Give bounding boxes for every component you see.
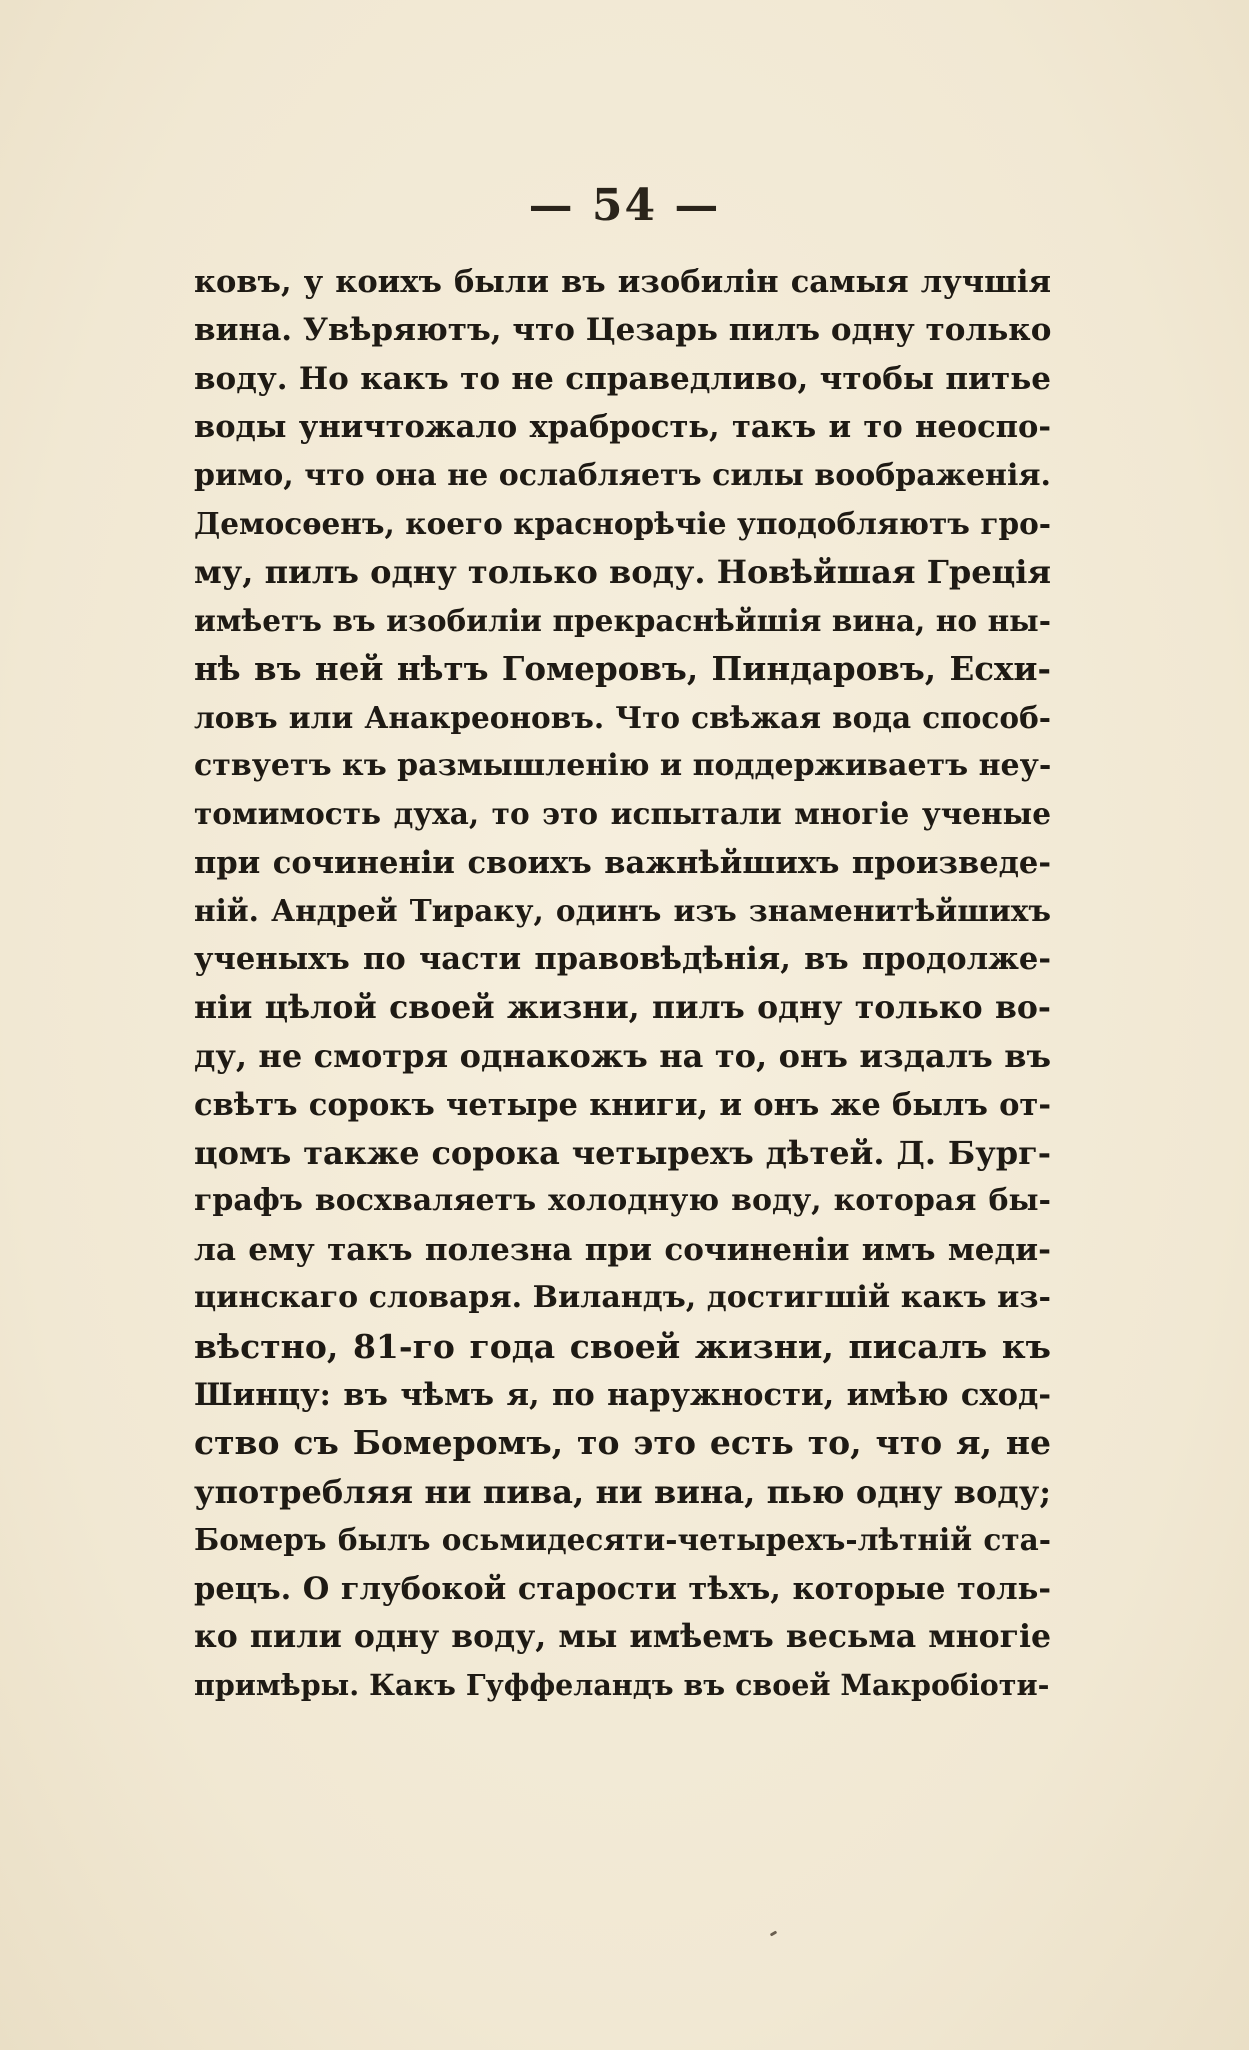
- text-line: цомъ также сорока четырехъ дѣтей. Д. Бург-: [194, 1134, 1051, 1173]
- text-line: ніи цѣлой своей жизни, пилъ одну только во-: [194, 988, 1051, 1026]
- text-line: при сочиненіи своихъ важнѣйшихъ произведе-: [194, 844, 1051, 881]
- text-line: употребляя ни пива, ни вина, пью одну воду;: [194, 1472, 1051, 1511]
- text-line: вѣстно, 81-го года своей жизни, писалъ къ: [194, 1326, 1051, 1366]
- text-line: ко пили одну воду, мы имѣемъ весьма многіе: [194, 1617, 1051, 1655]
- text-line: воды уничтожало храбрость, такъ и то неоспо-: [194, 409, 1051, 446]
- text-line: графъ восхваляетъ холодную воду, которая бы-: [194, 1183, 1051, 1219]
- text-line: Шинцу: въ чѣмъ я, по наружности, имѣю сход-: [194, 1376, 1051, 1413]
- text-line: воду. Но какъ то не справедливо, чтобы питье: [194, 360, 1051, 397]
- text-line: томимость духа, то это испытали многіе ученые: [194, 796, 1051, 832]
- text-line: ловъ или Анакреоновъ. Что свѣжая вода способ-: [194, 699, 1051, 735]
- text-line: свѣтъ сорокъ четыре книги, и онъ же былъ от-: [194, 1086, 1051, 1123]
- text-line: ство съ Бомеромъ, то это есть то, что я, не: [194, 1423, 1051, 1463]
- text-line: рецъ. О глубокой старости тѣхъ, которые толь-: [194, 1570, 1051, 1607]
- text-line: Бомеръ былъ осьмидесяти-четырехъ-лѣтній ста-: [194, 1522, 1051, 1558]
- text-line: вина. Увѣряютъ, что Цезарь пилъ одну только: [194, 312, 1051, 349]
- ink-speck: [770, 1930, 778, 1936]
- body-text: [194, 258, 1051, 1710]
- text-line: ученыхъ по части правовѣдѣнія, въ продолже-: [194, 941, 1051, 978]
- text-line: нѣ въ ней нѣтъ Гомеровъ, Пиндаровъ, Есхи-: [194, 649, 1051, 689]
- text-line: Демосѳенъ, коего краснорѣчіе уподобляютъ гро-: [194, 505, 1051, 541]
- text-line: имѣетъ въ изобиліи прекраснѣйшія вина, но ны-: [194, 602, 1051, 638]
- text-line: ній. Андрей Тираку, одинъ изъ знаменитѣйшихъ: [194, 893, 1051, 929]
- text-line: ла ему такъ полезна при сочиненіи имъ меди-: [194, 1231, 1051, 1268]
- text-line: ствуетъ къ размышленію и поддерживаетъ неу-: [194, 747, 1051, 783]
- text-line: римо, что она не ослабляетъ силы воображенія.: [194, 457, 1051, 493]
- text-line: примѣры. Какъ Гуффеландъ въ своей Макробіоти-: [194, 1668, 1050, 1703]
- text-line: цинскаго словаря. Виландъ, достигшій какъ из-: [194, 1280, 1051, 1316]
- page-number: — 54 —: [528, 180, 721, 231]
- text-line: ковъ, у коихъ были въ изобилін самыя лучшія: [194, 264, 1051, 300]
- text-line: ду, не смотря однакожъ на то, онъ издалъ въ: [194, 1037, 1051, 1076]
- text-line: му, пилъ одну только воду. Новѣйшая Греція: [194, 553, 1051, 592]
